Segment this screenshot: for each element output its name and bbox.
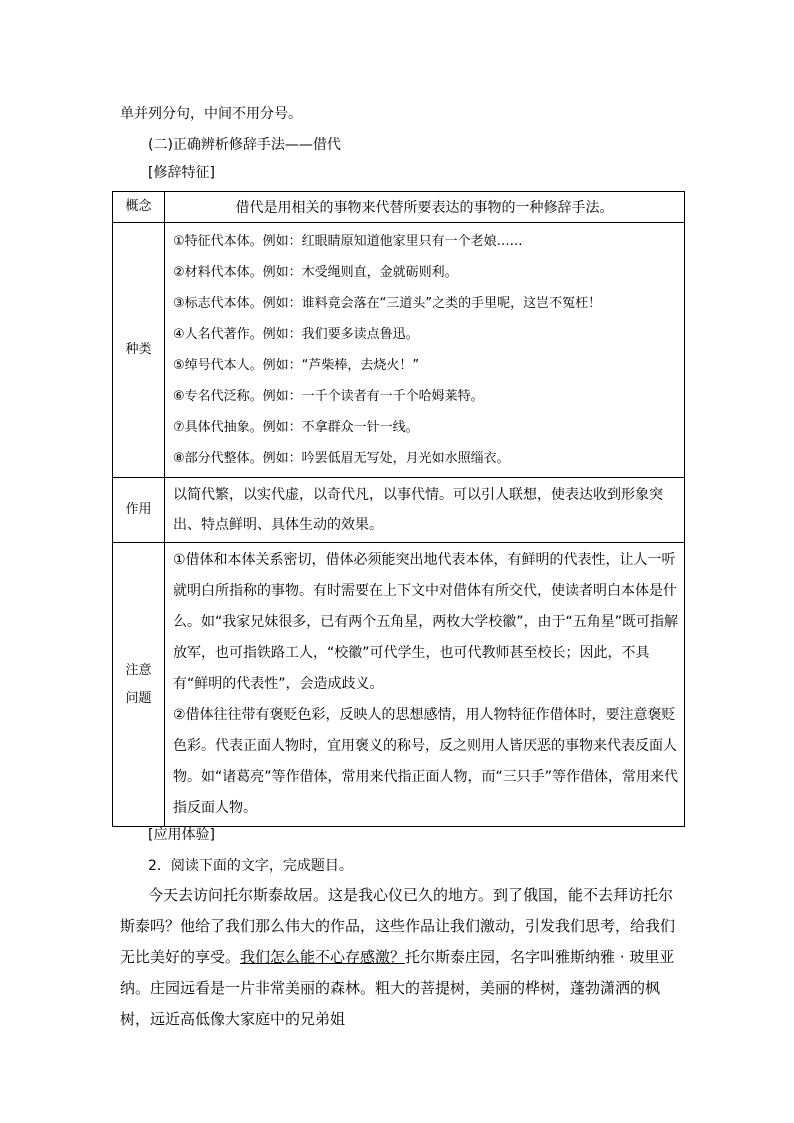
row-label-notes — [113, 543, 165, 827]
notes-text — [165, 543, 685, 827]
notes-label-line-1: 注意 — [125, 662, 152, 678]
list-item: ④人名代著作。例如：我们要多读点鲁迅。 — [173, 327, 419, 342]
rhetoric-table — [112, 191, 685, 827]
row-label-kinds: 种类 — [113, 223, 165, 478]
list-item: ①特征代本体。例如：红眼睛原知道他家里只有一个老娘…… — [173, 234, 523, 249]
passage-text-end: 托尔斯泰庄园，名字叫雅斯纳雅 · 玻里亚纳。庄园远看是一片非常美丽的森林。粗大的菩提树，美丽的桦树，蓬勃潇洒的枫树，远近高低像大家庭中的兄弟姐 — [120, 948, 675, 1028]
note-paragraph-1: ①借体和本体关系密切，借体必须能突出地代表本体，有鲜明的代表性，让人一听就明白所指称的事物。有时需要在上下文中对借体有所交代，使读者明白本体是什么。如“我家兄妹很多，已有两个五角星，两枚大学校徽”，由于“五角星”既可指解放军，也可指铁路工人，“校徽”可代学生，也可代教师甚至校长；因此，不具有“鲜明的代表性”，会造成歧义。 — [173, 552, 679, 692]
list-item: ⑥专名代泛称。例如：一千个读者有一千个哈姆莱特。 — [173, 389, 484, 404]
row-label-function: 作用 — [113, 478, 165, 543]
kinds-list — [165, 223, 685, 478]
row-label-concept: 概念 — [113, 192, 165, 223]
list-item: ③标志代本体。例如：谁料竟会落在“三道头”之类的手里呢，这岂不冤枉！ — [173, 296, 602, 311]
list-item: ⑧部分代整体。例如：吟罢低眉无写处，月光如水照缁衣。 — [173, 451, 510, 466]
notes-label-line-2: 问题 — [125, 690, 152, 706]
list-item: ②材料代本体。例如：木受绳则直，金就砺则利。 — [173, 265, 458, 280]
passage-text-start: 今天去访问托尔斯泰故居。这是我心仪已久的地方。到了俄国，能不去拜访托尔斯泰吗？他给了我们那么伟大的作品，这些作品让我们激动，引发我们思考，给我们无比美好的享受。 — [120, 886, 676, 966]
note-paragraph-2: ②借体往往带有褒贬色彩，反映人的思想感情，用人物特征作借体时，要注意褒贬色彩。代表正面人物时，宜用褒义的称号，反之则用人皆厌恶的事物来代表反面人物。如“诸葛亮”等作借体，常用来代指正面人物，而“三只手”等作借体，常用来代指反面人物。 — [173, 707, 679, 816]
concept-text: 借代是用相关的事物来代替所要表达的事物的一种修辞手法。 — [165, 192, 685, 223]
table-row-notes — [113, 543, 685, 827]
table-row-kinds — [113, 223, 685, 478]
table-row-function — [113, 478, 685, 543]
intro-line-1: 单并列分句，中间不用分号。 — [120, 106, 302, 122]
underlined-sentence: 我们怎么能不心存感激？ — [240, 948, 406, 966]
subheading-features: [修辞特征] — [148, 165, 215, 181]
reading-passage — [120, 880, 686, 1035]
function-text: 以简代繁，以实代虚，以奇代凡，以事代情。可以引人联想，使表达收到形象突出、特点鲜明、具体生动的效果。 — [165, 478, 685, 543]
section-heading: (二)正确辨析修辞手法——借代 — [148, 137, 341, 153]
list-item: ⑦具体代抽象。例如：不拿群众一针一线。 — [173, 420, 419, 435]
table-row-concept — [113, 192, 685, 223]
list-item: ⑤绰号代本人。例如：“芦柴棒，去烧火！” — [173, 358, 420, 373]
subheading-application: [应用体验] — [148, 827, 215, 843]
question-prompt: 2．阅读下面的文字，完成题目。 — [148, 858, 353, 874]
